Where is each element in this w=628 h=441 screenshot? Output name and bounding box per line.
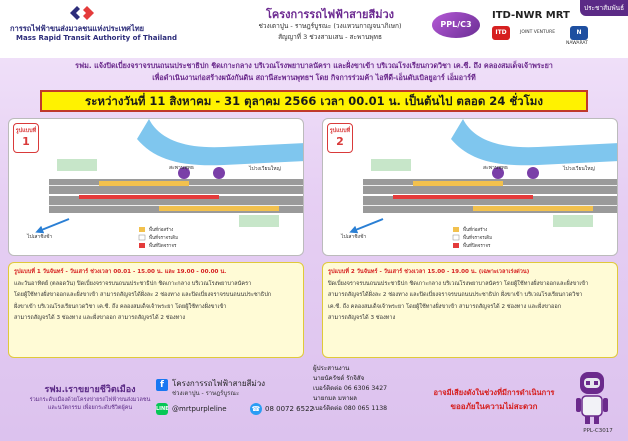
nawarat-label: NAWARAT [566, 41, 588, 46]
slogan-sub-2: และนวัตกรรม เพื่อยกระดับชีวิตผู้คน [47, 405, 133, 411]
mrta-name-th: การรถไฟฟ้าขนส่งมวลชนแห่งประเทศไทย [10, 24, 145, 33]
itd-logo: ITD [492, 26, 510, 40]
contact-1-name: นายนัครัชต์ รักจิสัจ [313, 375, 365, 382]
pattern-1-description [8, 262, 304, 358]
pattern-2-text-1: ปิดเบี่ยงจราจรบนถนนประชาธิปก ชิดเกาะกลาง บริเวณโรงพยาบาลนัครา โดยผู้ใช้ทางฝั่งขาออกและฝั่งขาเข้า [328, 280, 589, 287]
project-subtitle: ช่วงเตาปูน - ราษฎร์บูรณะ (วงแหวนกาญจนาภิเษก) [258, 22, 402, 30]
mrta-emblem-icon [68, 4, 98, 22]
direction-bridge-label: ไปวงเวียนใหญ่ [563, 166, 595, 172]
legend-lane: พื้นที่จราจรเดิม [463, 236, 493, 241]
header [0, 0, 628, 58]
phone-icon: ☎ [251, 405, 261, 413]
pattern-2-text-4: สามารถสัญจรได้ 3 ช่องทาง [328, 315, 396, 321]
legend-closed: พื้นที่ปิดจราจร [149, 244, 177, 249]
pattern-tag-label: รูปแบบที่ [329, 128, 351, 134]
map-pattern-1 [8, 118, 304, 256]
pattern-2-text-2: สามารถสัญจรได้ฝั่งละ 2 ช่องทาง และปิดเบี่ยงจราจรบนถนนประชาธิปก ฝั่งขาเข้า บริเวณโรงเรียนกวดวิชา [328, 292, 583, 298]
pattern-2-heading: รูปแบบที่ 2 วันจันทร์ - วันเสาร์ ช่วงเวลา 15.00 - 19.00 น. (เฉพาะเวลาเร่งด่วน) [328, 269, 530, 275]
facebook-page-sub: ช่วงเตาปูน - ราษฎร์บูรณะ [172, 390, 240, 397]
project-title: โครงการรถไฟฟ้าสายสีม่วง [266, 8, 394, 21]
pattern-tag-number: 1 [22, 135, 30, 148]
pattern-2-text-3: เค.ซี. ถึง คลองสมเด็จเจ้าพระยา โดยผู้ใช้ทางฝั่งขาเข้า สามารถสัญจรได้ 2 ช่องทาง และฝั่งขาออก [328, 303, 562, 310]
contact-2-phone: เบอร์ติดต่อ 080 065 1138 [313, 405, 388, 412]
footer [0, 360, 628, 441]
statement-line-1: รฟม. แจ้งปิดเบี่ยงจราจรบนถนนประชาธิปก ชิดเกาะกลาง บริเวณโรงพยาบาลนัครา และฝั่งขาเข้า บริเวณโรงเรียนกวดวิชา เค.ซี. ถึง คลองสมเด็จเจ้าพระยา [75, 61, 553, 70]
noise-notice: อาจมีเสียงดังในช่วงที่มีการดำเนินการ [433, 388, 555, 397]
mrta-logo [8, 3, 177, 43]
nawarat-logo: N [570, 26, 588, 40]
pattern-2-description [322, 262, 618, 358]
legend-work: พื้นที่ก่อสร้าง [149, 228, 174, 233]
pattern-tag-2 [327, 123, 353, 153]
contact-block [313, 364, 423, 414]
station-label: สะพานพุทธ [483, 165, 508, 171]
jv-logos [492, 26, 602, 48]
mascot-icon [572, 368, 612, 426]
legend-work: พื้นที่ก่อสร้าง [463, 228, 488, 233]
legend-lane: พื้นที่จราจรเดิม [149, 236, 179, 241]
statement-line-2: เพื่อดำเนินงานก่อสร้างผนังกันดิน สถานีสะพานพุทธฯ โดย กิจการร่วมค้า ไอทีดี-เอ็นดับเบิลยูอาร์ เอ็มอาร์ที [152, 73, 476, 82]
pattern-tag-1 [13, 123, 39, 153]
contact-title: ผู้ประสานงาน [313, 365, 350, 372]
contact-2-name: นายกมล มหาผล [313, 395, 357, 402]
slogan-sub-1: ร่วมกระดับเมืองด้วยโครงข่ายรถไฟฟ้าขนส่งมวลชน [29, 397, 151, 403]
pattern-tag-number: 2 [336, 135, 344, 148]
direction-city-label: ไปเสาชิงช้า [27, 234, 53, 240]
itd-nwr-title: ITD-NWR MRT [492, 10, 570, 21]
facebook-icon[interactable]: f [156, 379, 168, 391]
mrta-name-en: Mass Rapid Transit Authority of Thailand [16, 34, 177, 42]
station-label: สะพานพุทธ [169, 165, 194, 171]
pattern-tag-label: รูปแบบที่ [15, 128, 37, 134]
joint-venture-label: JOINT VENTURE [520, 30, 556, 35]
pattern-1-text-2: โดยผู้ใช้ทางฝั่งขาออกและฝั่งขาเข้า สามารถสัญจรได้ฝั่งละ 2 ช่องทาง และปิดเบี่ยงจราจรบนถนนประชาธิปก [14, 292, 272, 298]
contract-label: สัญญาที่ 3 ช่วงสามเสน - สะพานพุทธ [278, 33, 382, 41]
contact-1-phone: เบอร์ติดต่อ 06 6306 3427 [313, 385, 388, 392]
pattern-1-text-4: สามารถสัญจรได้ 3 ช่องทาง และฝั่งขาออก สามารถสัญจรได้ 2 ช่องทาง [14, 315, 186, 321]
pattern-1-text-1: และวันอาทิตย์ (ตลอดวัน) ปิดเบี่ยงจราจรบนถนนประชาธิปก ชิดเกาะกลาง บริเวณโรงพยาบาลนัครา [14, 280, 252, 287]
direction-bridge-label: ไปวงเวียนใหญ่ [249, 166, 281, 172]
pattern-1-heading: รูปแบบที่ 1 วันจันทร์ - วันเสาร์ ช่วงเวลา 00.01 - 15.00 น. และ 19.00 - 00.00 น. [14, 269, 227, 275]
phone-number[interactable]: 08 0072 6522 [265, 405, 314, 413]
pr-badge: ประชาสัมพันธ์ [580, 0, 628, 16]
apology-text: ขออภัยในความไม่สะดวก [450, 402, 538, 411]
line-id[interactable]: @mrtpurpleline [172, 405, 227, 413]
ppl-logo: PPL/C3 [432, 12, 480, 38]
facebook-page-name[interactable]: โครงการรถไฟฟ้าสายสีม่วง [172, 379, 266, 388]
direction-city-label: ไปเสาชิงช้า [341, 234, 367, 240]
line-icon[interactable]: LINE [156, 403, 168, 415]
slogan: รฟม.เราขยายชีวิตเมือง [44, 385, 136, 395]
date-banner: ระหว่างวันที่ 11 สิงหาคม - 31 ตุลาคม 2566 เวลา 00.01 น. เป็นต้นไป ตลอด 24 ชั่วโมง [40, 90, 588, 112]
document-code: PPL-C3017 [583, 428, 613, 434]
legend-closed: พื้นที่ปิดจราจร [463, 244, 491, 249]
pattern-1-text-3: ฝั่งขาเข้า บริเวณโรงเรียนกวดวิชา เค.ซี. ถึง คลองสมเด็จเจ้าพระยา โดยผู้ใช้ทางฝั่งขาเข้า [14, 303, 227, 310]
map-pattern-2 [322, 118, 618, 256]
